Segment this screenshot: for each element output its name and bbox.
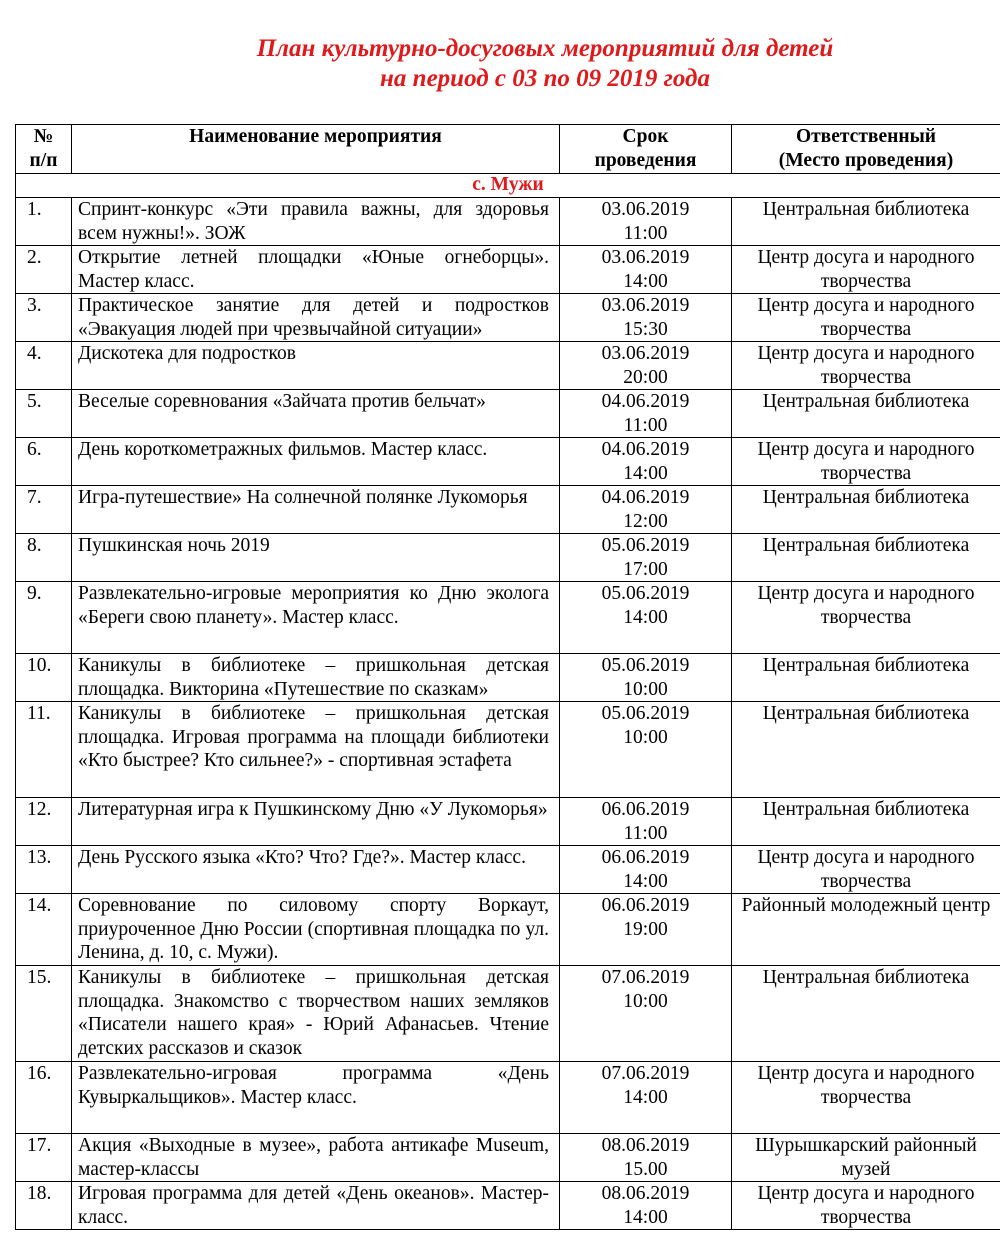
event-name: Каникулы в библиотеке – пришкольная детская площадка. Знакомство с творчеством наших земляков «Писатели нашего края» - Юрий Афанасьев. Чтение детских рассказов и сказок bbox=[72, 966, 560, 1062]
table-row bbox=[16, 798, 1000, 846]
event-date: 03.06.2019 bbox=[601, 247, 690, 268]
event-datetime bbox=[560, 342, 732, 390]
row-number: 11. bbox=[16, 702, 72, 798]
event-name: Соревнование по силовому спорту Воркаут, приуроченное Дню России (спортивная площадка по ул. Ленина, д. 10, с. Мужи). bbox=[72, 894, 560, 966]
event-datetime bbox=[560, 1182, 732, 1230]
event-datetime bbox=[560, 438, 732, 486]
section-row bbox=[16, 174, 1000, 198]
event-name: Развлекательно-игровые мероприятия ко Дню эколога «Береги свою планету». Мастер класс. bbox=[72, 582, 560, 654]
event-place: Центральная библиотека bbox=[732, 198, 1000, 246]
document-title bbox=[0, 34, 1000, 94]
event-name: Спринт-конкурс «Эти правила важны, для здоровья всем нужны!». ЗОЖ bbox=[72, 198, 560, 246]
event-name: Дискотека для подростков bbox=[72, 342, 560, 390]
row-number: 15. bbox=[16, 966, 72, 1062]
event-place: Центральная библиотека bbox=[732, 534, 1000, 582]
table-row bbox=[16, 342, 1000, 390]
table-row bbox=[16, 846, 1000, 894]
event-datetime bbox=[560, 966, 732, 1062]
event-time: 17:00 bbox=[623, 558, 668, 580]
event-time: 10:00 bbox=[623, 990, 668, 1012]
table-row bbox=[16, 966, 1000, 1062]
events-table bbox=[15, 124, 1000, 1230]
event-date: 05.06.2019 bbox=[601, 535, 690, 556]
event-place: Центр досуга и народного творчества bbox=[732, 342, 1000, 390]
event-place: Центр досуга и народного творчества bbox=[732, 294, 1000, 342]
event-date: 05.06.2019 bbox=[601, 655, 690, 676]
event-name: День Русского языка «Кто? Что? Где?». Мастер класс. bbox=[72, 846, 560, 894]
title-line-1: План культурно-досуговых мероприятий для детей bbox=[256, 35, 834, 62]
event-place: Центр досуга и народного творчества bbox=[732, 582, 1000, 654]
event-name: Игровая программа для детей «День океанов». Мастер-класс. bbox=[72, 1182, 560, 1230]
table-row bbox=[16, 1062, 1000, 1134]
event-time: 11:00 bbox=[623, 414, 668, 436]
event-place: Центральная библиотека bbox=[732, 486, 1000, 534]
table-row bbox=[16, 198, 1000, 246]
event-datetime bbox=[560, 654, 732, 702]
table-row bbox=[16, 438, 1000, 486]
event-time: 14:00 bbox=[623, 270, 668, 292]
event-datetime bbox=[560, 390, 732, 438]
row-number: 3. bbox=[16, 294, 72, 342]
event-date: 06.06.2019 bbox=[601, 799, 690, 820]
event-place: Центр досуга и народного творчества bbox=[732, 438, 1000, 486]
event-datetime bbox=[560, 246, 732, 294]
row-number: 9. bbox=[16, 582, 72, 654]
event-date: 03.06.2019 bbox=[601, 295, 690, 316]
header-date: Срок проведения bbox=[560, 125, 732, 174]
event-place: Районный молодежный центр bbox=[732, 894, 1000, 966]
event-date: 04.06.2019 bbox=[601, 391, 690, 412]
table-row bbox=[16, 534, 1000, 582]
event-time: 14:00 bbox=[623, 1206, 668, 1228]
row-number: 5. bbox=[16, 390, 72, 438]
event-time: 14:00 bbox=[623, 606, 668, 628]
row-number: 14. bbox=[16, 894, 72, 966]
header-place: Ответственный (Место проведения) bbox=[732, 125, 1000, 174]
table-row bbox=[16, 654, 1000, 702]
event-date: 03.06.2019 bbox=[601, 199, 690, 220]
header-name: Наименование мероприятия bbox=[72, 125, 560, 174]
event-time: 15.00 bbox=[623, 1158, 668, 1180]
event-name: Игра-путешествие» На солнечной полянке Лукоморья bbox=[72, 486, 560, 534]
event-time: 20:00 bbox=[623, 366, 668, 388]
event-datetime bbox=[560, 198, 732, 246]
event-datetime bbox=[560, 702, 732, 798]
row-number: 18. bbox=[16, 1182, 72, 1230]
event-date: 04.06.2019 bbox=[601, 439, 690, 460]
event-place: Шурышкарский районный музей bbox=[732, 1134, 1000, 1182]
event-time: 10:00 bbox=[623, 726, 668, 748]
event-name: Практическое занятие для детей и подростков «Эвакуация людей при чрезвычайной ситуации» bbox=[72, 294, 560, 342]
event-place: Центральная библиотека bbox=[732, 702, 1000, 798]
event-date: 05.06.2019 bbox=[601, 583, 690, 604]
table-row bbox=[16, 582, 1000, 654]
table-row bbox=[16, 702, 1000, 798]
row-number: 16. bbox=[16, 1062, 72, 1134]
event-time: 11:00 bbox=[623, 222, 668, 244]
event-date: 05.06.2019 bbox=[601, 703, 690, 724]
table-row bbox=[16, 246, 1000, 294]
event-name: День короткометражных фильмов. Мастер класс. bbox=[72, 438, 560, 486]
row-number: 2. bbox=[16, 246, 72, 294]
event-name: Каникулы в библиотеке – пришкольная детская площадка. Игровая программа на площади библиотеки «Кто быстрее? Кто сильнее?» - спортивная эстафета bbox=[72, 702, 560, 798]
event-datetime bbox=[560, 894, 732, 966]
event-time: 12:00 bbox=[623, 510, 668, 532]
table-row bbox=[16, 1134, 1000, 1182]
table-row bbox=[16, 294, 1000, 342]
table-header-row bbox=[16, 125, 1000, 174]
event-name: Веселые соревнования «Зайчата против бельчат» bbox=[72, 390, 560, 438]
event-name: Развлекательно-игровая программа «День Кувыркальщиков». Мастер класс. bbox=[72, 1062, 560, 1134]
event-datetime bbox=[560, 846, 732, 894]
event-place: Центр досуга и народного творчества bbox=[732, 246, 1000, 294]
event-time: 14:00 bbox=[623, 1086, 668, 1108]
event-date: 06.06.2019 bbox=[601, 847, 690, 868]
event-datetime bbox=[560, 582, 732, 654]
event-time: 14:00 bbox=[623, 462, 668, 484]
event-place: Центральная библиотека bbox=[732, 798, 1000, 846]
row-number: 12. bbox=[16, 798, 72, 846]
row-number: 10. bbox=[16, 654, 72, 702]
row-number: 4. bbox=[16, 342, 72, 390]
event-date: 04.06.2019 bbox=[601, 487, 690, 508]
event-name: Каникулы в библиотеке – пришкольная детская площадка. Викторина «Путешествие по сказкам» bbox=[72, 654, 560, 702]
table-row bbox=[16, 894, 1000, 966]
event-place: Центр досуга и народного творчества bbox=[732, 1182, 1000, 1230]
table-row bbox=[16, 486, 1000, 534]
event-time: 10:00 bbox=[623, 678, 668, 700]
event-date: 07.06.2019 bbox=[601, 1063, 690, 1084]
row-number: 1. bbox=[16, 198, 72, 246]
event-place: Центральная библиотека bbox=[732, 390, 1000, 438]
row-number: 6. bbox=[16, 438, 72, 486]
event-date: 07.06.2019 bbox=[601, 967, 690, 988]
section-title: с. Мужи bbox=[16, 174, 1000, 198]
event-place: Центральная библиотека bbox=[732, 966, 1000, 1062]
row-number: 7. bbox=[16, 486, 72, 534]
row-number: 13. bbox=[16, 846, 72, 894]
event-name: Акция «Выходные в музее», работа антикафе Museum, мастер-классы bbox=[72, 1134, 560, 1182]
event-datetime bbox=[560, 534, 732, 582]
event-date: 08.06.2019 bbox=[601, 1183, 690, 1204]
event-datetime bbox=[560, 294, 732, 342]
event-date: 06.06.2019 bbox=[601, 895, 690, 916]
event-name: Пушкинская ночь 2019 bbox=[72, 534, 560, 582]
event-place: Центральная библиотека bbox=[732, 654, 1000, 702]
event-place: Центр досуга и народного творчества bbox=[732, 846, 1000, 894]
row-number: 8. bbox=[16, 534, 72, 582]
event-date: 03.06.2019 bbox=[601, 343, 690, 364]
event-name: Открытие летней площадки «Юные огнеборцы». Мастер класс. bbox=[72, 246, 560, 294]
event-time: 15:30 bbox=[623, 318, 668, 340]
event-date: 08.06.2019 bbox=[601, 1135, 690, 1156]
header-num: № п/п bbox=[16, 125, 72, 174]
event-datetime bbox=[560, 1134, 732, 1182]
event-time: 11:00 bbox=[623, 822, 668, 844]
event-datetime bbox=[560, 486, 732, 534]
table-row bbox=[16, 390, 1000, 438]
event-datetime bbox=[560, 798, 732, 846]
event-datetime bbox=[560, 1062, 732, 1134]
event-time: 19:00 bbox=[623, 918, 668, 940]
row-number: 17. bbox=[16, 1134, 72, 1182]
event-time: 14:00 bbox=[623, 870, 668, 892]
title-line-2: на период с 03 по 09 2019 года bbox=[380, 65, 710, 92]
event-name: Литературная игра к Пушкинскому Дню «У Лукоморья» bbox=[72, 798, 560, 846]
table-row bbox=[16, 1182, 1000, 1230]
event-place: Центр досуга и народного творчества bbox=[732, 1062, 1000, 1134]
